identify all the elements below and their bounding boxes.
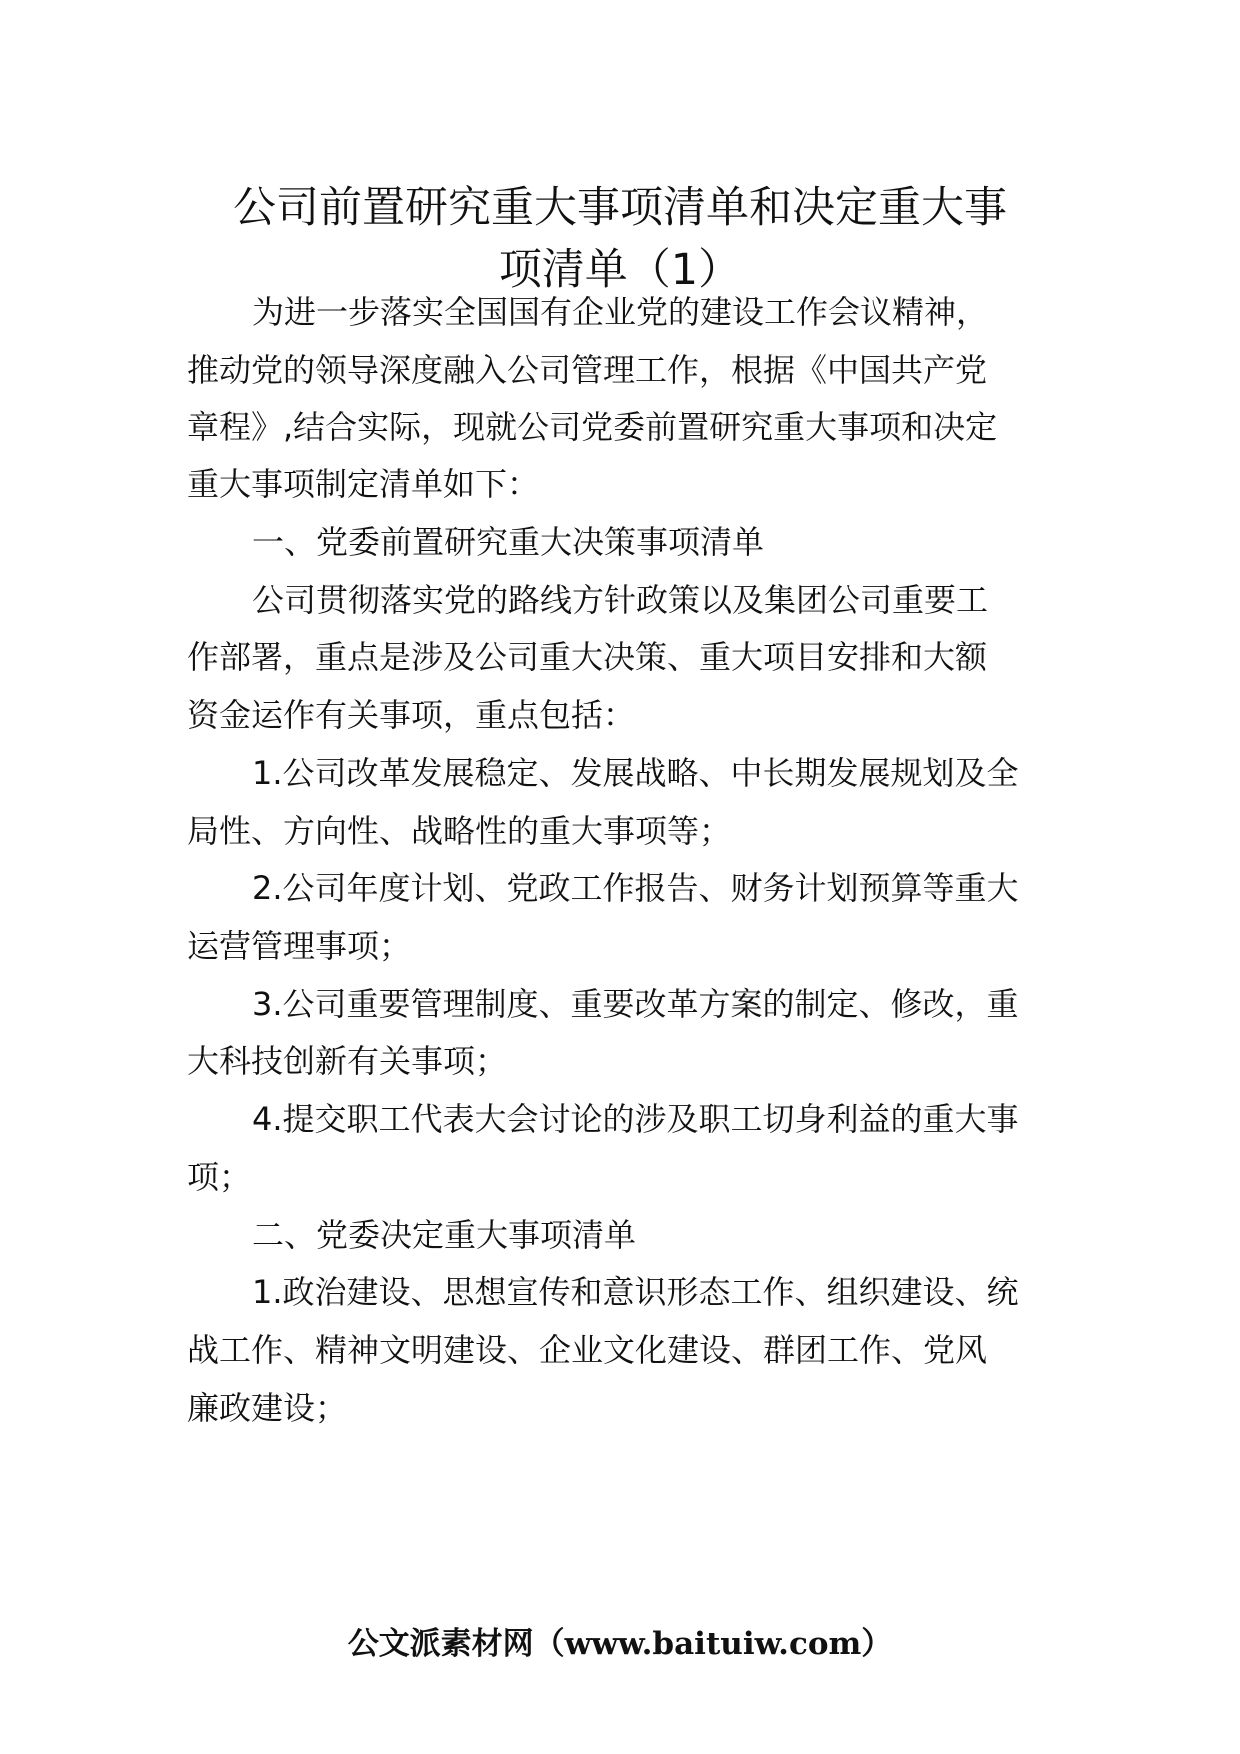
paragraph-line: 章程》,结合实际，现就公司党委前置研究重大事项和决定 bbox=[187, 408, 998, 446]
list-item-line: 运营管理事项； bbox=[187, 927, 412, 965]
list-item-line: 2.公司年度计划、党政工作报告、财务计划预算等重大 bbox=[252, 869, 1019, 907]
list-item-line: 局性、方向性、战略性的重大事项等； bbox=[187, 812, 732, 850]
list-item-line: 项； bbox=[187, 1158, 252, 1196]
list-item-line: 3.公司重要管理制度、重要改革方案的制定、修改，重 bbox=[252, 985, 1019, 1023]
document-title-line-1: 公司前置研究重大事项清单和决定重大事 bbox=[233, 183, 1007, 233]
paragraph-line: 资金运作有关事项，重点包括： bbox=[187, 696, 636, 734]
list-item-line: 1.公司改革发展稳定、发展战略、中长期发展规划及全 bbox=[252, 754, 1019, 792]
section-heading-2: 二、党委决定重大事项清单 bbox=[252, 1216, 637, 1254]
paragraph-line: 公司贯彻落实党的路线方针政策以及集团公司重要工 bbox=[252, 581, 989, 619]
paragraph-line: 作部署，重点是涉及公司重大决策、重大项目安排和大额 bbox=[187, 638, 988, 676]
paragraph-line: 推动党的领导深度融入公司管理工作，根据《中国共产党 bbox=[187, 351, 988, 389]
section-heading-1: 一、党委前置研究重大决策事项清单 bbox=[252, 523, 765, 561]
paragraph-line: 为进一步落实全国国有企业党的建设工作会议精神， bbox=[252, 293, 989, 331]
document-title-line-2: 项清单（1） bbox=[498, 245, 742, 295]
list-item-line: 大科技创新有关事项； bbox=[187, 1042, 508, 1080]
list-item-line: 廉政建设； bbox=[187, 1389, 348, 1427]
paragraph-line: 重大事项制定清单如下： bbox=[187, 465, 540, 503]
list-item-line: 战工作、精神文明建设、企业文化建设、群团工作、党风 bbox=[187, 1331, 988, 1369]
list-item-line: 4.提交职工代表大会讨论的涉及职工切身利益的重大事 bbox=[252, 1100, 1019, 1138]
list-item-line: 1.政治建设、思想宣传和意识形态工作、组织建设、统 bbox=[252, 1273, 1019, 1311]
footer-watermark: 公文派素材网（www.baituiw.com） bbox=[347, 1626, 893, 1662]
